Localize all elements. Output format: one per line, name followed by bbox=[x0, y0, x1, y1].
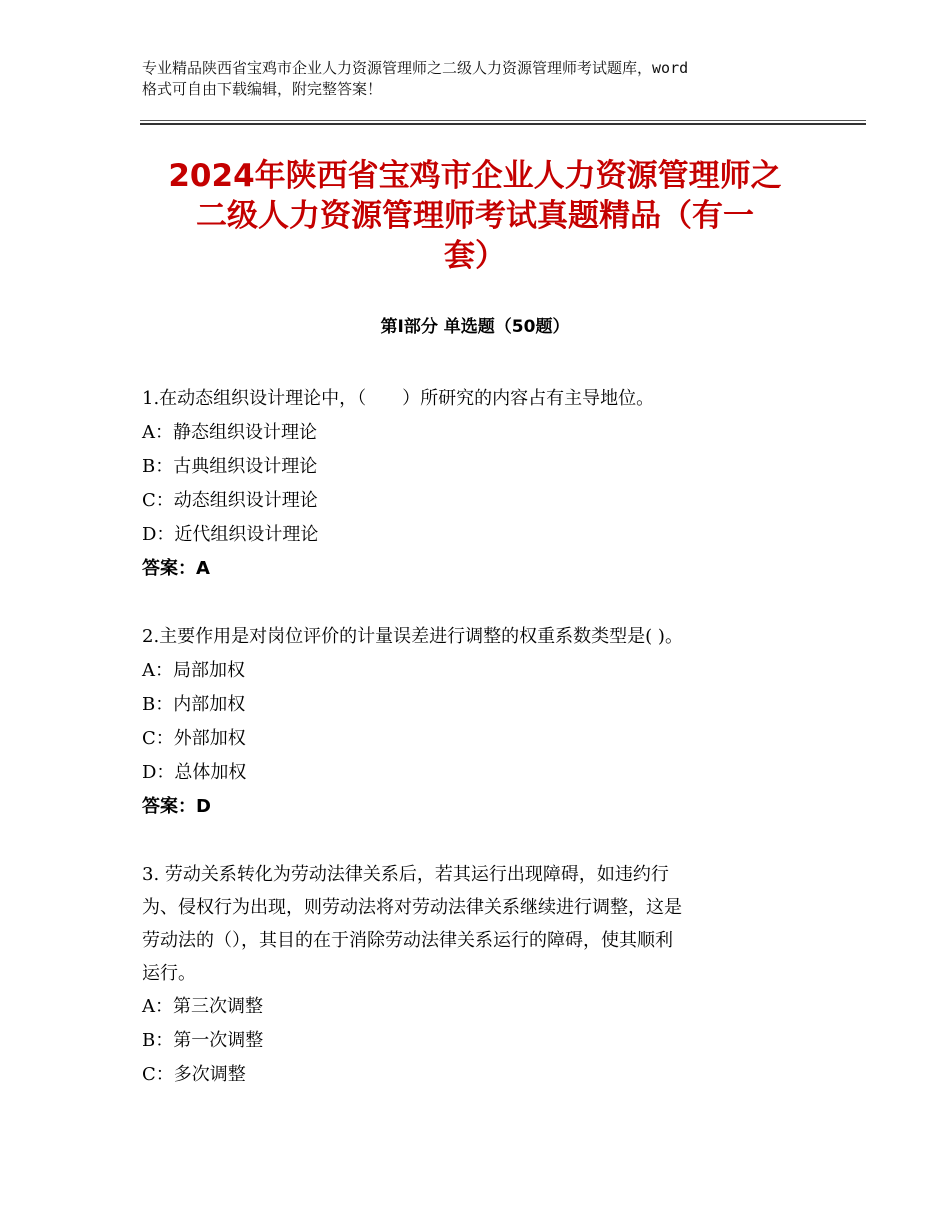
option-b: B：第一次调整 bbox=[142, 1030, 264, 1051]
question-list bbox=[142, 382, 812, 1126]
option-d: D：近代组织设计理论 bbox=[142, 524, 319, 545]
answer: 答案：A bbox=[142, 558, 210, 579]
header-rule-thin bbox=[140, 120, 866, 121]
option-c: C：外部加权 bbox=[142, 728, 246, 749]
header-note-line-1: 专业精品陕西省宝鸡市企业人力资源管理师之二级人力资源管理师考试题库，word bbox=[142, 59, 689, 77]
header-note bbox=[142, 58, 832, 100]
title-line-2: 二级人力资源管理师考试真题精品（有一 bbox=[196, 198, 754, 234]
option-a: A：第三次调整 bbox=[142, 996, 263, 1017]
document-title bbox=[140, 156, 810, 276]
title-line-1: 2024年陕西省宝鸡市企业人力资源管理师之 bbox=[168, 158, 782, 194]
question-text-line-3: 劳动法的（），其目的在于消除劳动法律关系运行的障碍，使其顺利 bbox=[142, 930, 673, 951]
question-2 bbox=[142, 620, 812, 824]
option-b: B：古典组织设计理论 bbox=[142, 456, 318, 477]
question-text-line-1: 3. 劳动关系转化为劳动法律关系后，若其运行出现障碍，如违约行 bbox=[142, 864, 669, 885]
title-line-3: 套） bbox=[444, 238, 506, 274]
option-d: D：总体加权 bbox=[142, 762, 247, 783]
question-3 bbox=[142, 858, 812, 1092]
header-note-line-2: 格式可自由下载编辑，附完整答案！ bbox=[142, 80, 383, 98]
question-text: 2.主要作用是对岗位评价的计量误差进行调整的权重系数类型是( )。 bbox=[142, 626, 683, 647]
question-text-line-4: 运行。 bbox=[142, 963, 196, 984]
option-a: A：局部加权 bbox=[142, 660, 245, 681]
question-1 bbox=[142, 382, 812, 586]
option-c: C：多次调整 bbox=[142, 1064, 246, 1085]
answer: 答案：D bbox=[142, 796, 211, 817]
option-b: B：内部加权 bbox=[142, 694, 246, 715]
section-title: 第Ⅰ部分 单选题（50题） bbox=[380, 317, 570, 337]
question-text: 1.在动态组织设计理论中，（ ）所研究的内容占有主导地位。 bbox=[142, 388, 655, 409]
question-text-line-2: 为、侵权行为出现，则劳动法将对劳动法律关系继续进行调整，这是 bbox=[142, 897, 682, 918]
header-rule-thick bbox=[140, 123, 866, 125]
option-a: A：静态组织设计理论 bbox=[142, 422, 317, 443]
option-c: C：动态组织设计理论 bbox=[142, 490, 318, 511]
